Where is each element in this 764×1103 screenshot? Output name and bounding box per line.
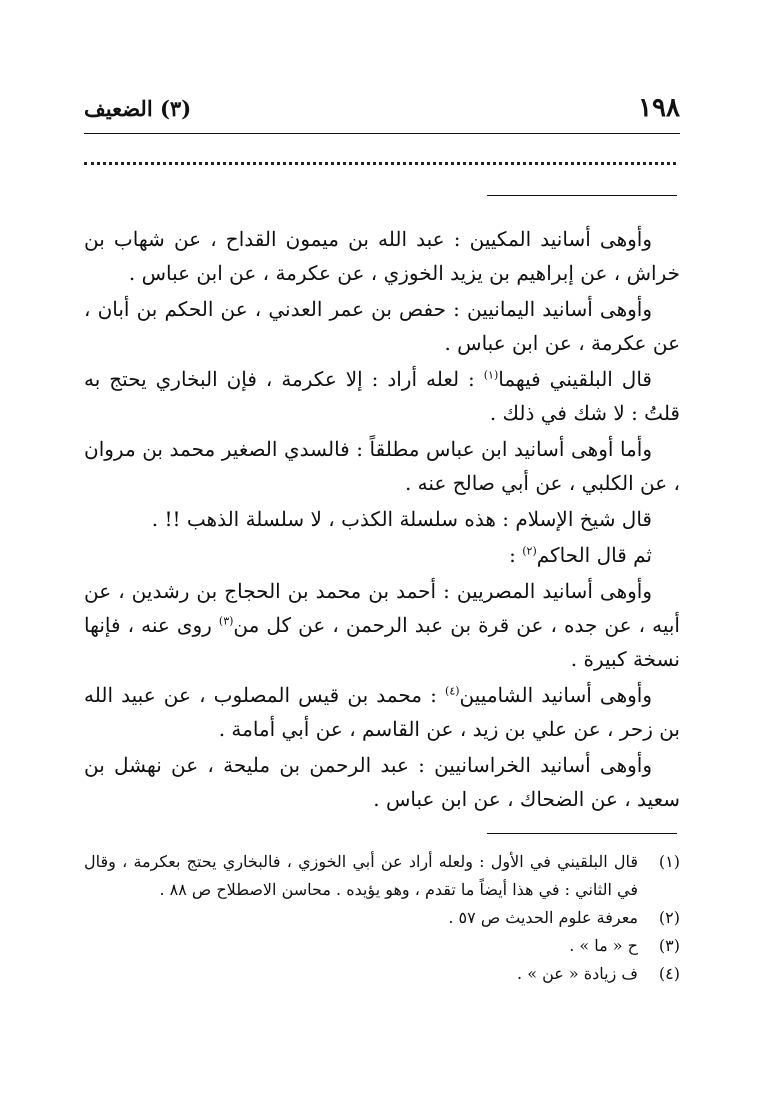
paragraph-text: : [509, 543, 523, 567]
footnote-number: (٤) [658, 964, 680, 983]
paragraph-text: وأوهى أسانيد الشاميين [459, 683, 652, 707]
paragraph-text: وأوهى أسانيد المصريين : أحمد بن محمد بن الحجاج بن رشدين ، عن أبيه ، عن جده ، عن قرة بن عبد الرحمن ، عن كل من [84, 579, 680, 637]
footnote-number: (٢) [658, 908, 680, 927]
paragraph [84, 362, 680, 430]
paragraph [84, 574, 680, 676]
footnote-item [84, 848, 680, 904]
main-text [84, 222, 680, 818]
paragraph: وأوهى أسانيد اليمانيين : حفص بن عمر العدني ، عن الحكم بن أبان ، عن عكرمة ، عن ابن عباس . [84, 297, 680, 355]
footnote-marker[interactable]: (١) [483, 368, 499, 382]
paragraph-text: : محمد بن قيس المصلوب ، عن عبيد الله بن زحر ، عن علي بن زيد ، عن القاسم ، عن أبي أمامة . [84, 683, 680, 741]
header-rule [84, 133, 680, 134]
footnote-marker[interactable]: (٣) [218, 614, 234, 628]
paragraph-text: ثم قال الحاكم [536, 543, 652, 567]
paragraph [84, 538, 680, 572]
footnote-text: معرفة علوم الحديث ص ٥٧ . [448, 908, 638, 927]
paragraph-text: : لعله أراد : إلا عكرمة ، فإن البخاري يحتج به قلتُ : لا شك في ذلك . [84, 367, 680, 425]
paragraph: وأوهى أسانيد المكيين : عبد الله بن ميمون القداح ، عن شهاب بن خراش ، عن إبراهيم بن يزيد الخوزي ، عن عكرمة ، عن ابن عباس . [84, 227, 680, 285]
paragraph: وأوهى أسانيد الخراسانيين : عبد الرحمن بن مليحة ، عن نهشل بن سعيد ، عن الضحاك ، عن ابن عباس . [84, 753, 680, 811]
page-header [84, 93, 680, 133]
paragraph: وأما أوهى أسانيد ابن عباس مطلقاً : فالسدي الصغير محمد بن مروان ، عن الكلبي ، عن أبي صالح عنه . [84, 437, 680, 495]
footnote-number: (٣) [658, 936, 680, 955]
footnote-text: قال البلقيني في الأول : ولعله أراد عن أبي الخوزي ، فالبخاري يحتج بعكرمة ، وقال في الثاني : في هذا أيضاً ما تقدم ، وهو يؤيده . محاسن الاصطلاح ص ٨٨ . [84, 852, 638, 899]
footnote-marker[interactable]: (٢) [522, 544, 537, 558]
paragraph [84, 678, 680, 746]
footnotes [84, 848, 680, 988]
footnote-number: (١) [658, 852, 680, 871]
footnote-marker[interactable]: (٤) [445, 684, 460, 698]
footnote-rule [487, 833, 677, 834]
page-number: ١٩٨ [638, 93, 680, 123]
footnote-item [84, 960, 680, 988]
dotted-separator [84, 162, 676, 165]
paragraph-text: روى عنه ، فإنها نسخة كبيرة . [84, 613, 680, 671]
footnote-text: ح « ما » . [569, 936, 638, 955]
footnote-text: ف زيادة « عن » . [517, 964, 638, 983]
running-title: (٣) الضعيف [84, 96, 192, 121]
section-rule [487, 195, 677, 196]
paragraph-text: قال البلقيني فيهما [498, 367, 652, 391]
footnote-item [84, 932, 680, 960]
paragraph: قال شيخ الإسلام : هذه سلسلة الكذب ، لا سلسلة الذهب !! . [151, 507, 652, 531]
footnote-item [84, 904, 680, 932]
